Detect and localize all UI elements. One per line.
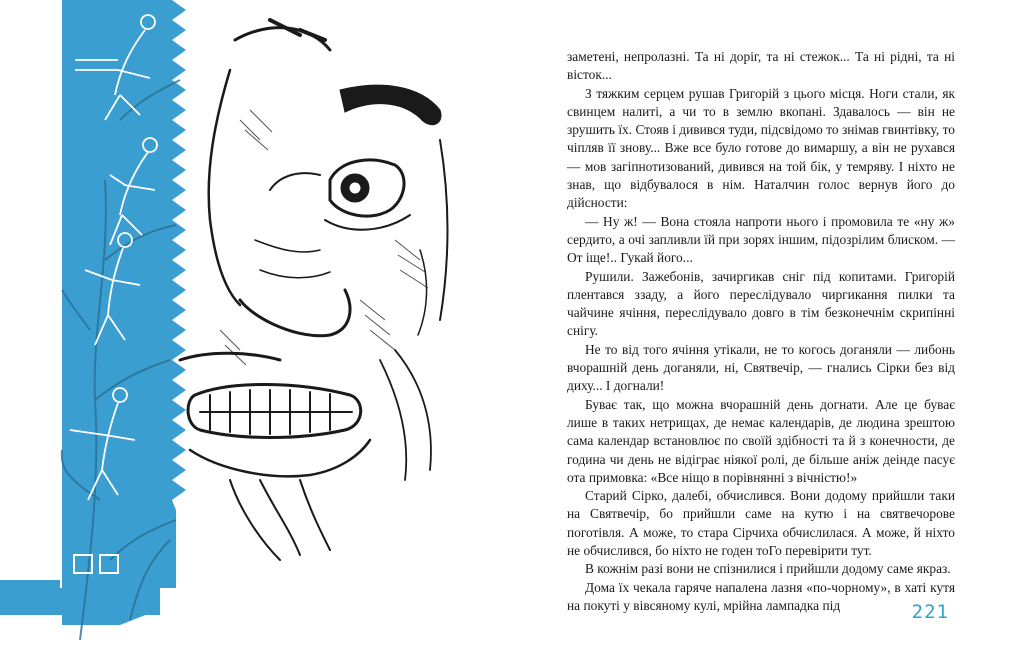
paragraph: З тяжким серцем рушав Григорій з цього місця. Ноги стали, як свинцем налиті, а чи то в землю вкопані. Здавалось — він не зрушить їх. Стояв і дивився туди, підсвідомо то знімав гвинтівку, то чіпляв її знову... Вже все було готове до вимаршу, а він не рухався — мов загіпнотизований, дивився на той бік, у темряву. І ніхто не знав, що відбувалося в нім. Наталчин голос вернув його до дійсности: bbox=[567, 85, 955, 211]
paragraph: В кожнім разі вони не спізнилися і прийшли додому саме якраз. bbox=[585, 561, 951, 577]
page-number: 221 bbox=[911, 601, 949, 623]
paragraph: Не то від того ячіння утікали, не то когось доганяли — либонь вчорашній день доганяли, ні, Святвечір, — гнались Сірки без від диху... І догнали! bbox=[567, 341, 955, 394]
paragraph: — Ну ж! — Вона стояла напроти нього і промовила те «ну ж» сердито, а очі запливли їй при зорях іншим, підозрілим блиском. — От іще!.. Гукай його... bbox=[567, 213, 955, 266]
body-text bbox=[567, 48, 955, 615]
paragraph: Старий Сірко, далебі, обчислився. Вони додому прийшли таки на Святвечір, бо прийшли саме на кутю і на святвечорове поготівля. А може, то стара Сірчиха обчислилася. А може, й ніхто не обчислився, бо ніхто не годен тоГо перевірити тут. bbox=[567, 488, 955, 559]
paragraph: Дома їх чекала гаряче напалена лазня «по-чорному», в хаті кутя на покуті у вівсяному кулі, мрійна лампадка під bbox=[567, 579, 955, 613]
paragraph: Буває так, що можна вчорашній день догнати. Але це буває лише в таких нетрищах, де немає календарів, де людина зрештою сама календар встановлює по своїй здібності та й з конечности, де година чи день не відіграє ніякої ролі, де більше аніж деінде пасує ота примовка: «Все ніщо в порівнянні з вічністю!» bbox=[567, 396, 955, 485]
paragraph: Рушили. Зажебонів, зачиргикав сніг під копитами. Григорій плентався ззаду, а його переслідувало чиргикання пилки та чайчине ячіння, переслідувало довго в тім безконечнім скрипінні снігу. bbox=[567, 268, 955, 339]
paragraph: заметені, непролазні. Та ні доріг, та ні стежок... Та ні рідні, та ні вісток... bbox=[567, 49, 955, 83]
right-page bbox=[505, 0, 1019, 647]
left-page bbox=[0, 0, 505, 647]
saw-blade-with-face-illustration-icon bbox=[0, 0, 505, 647]
